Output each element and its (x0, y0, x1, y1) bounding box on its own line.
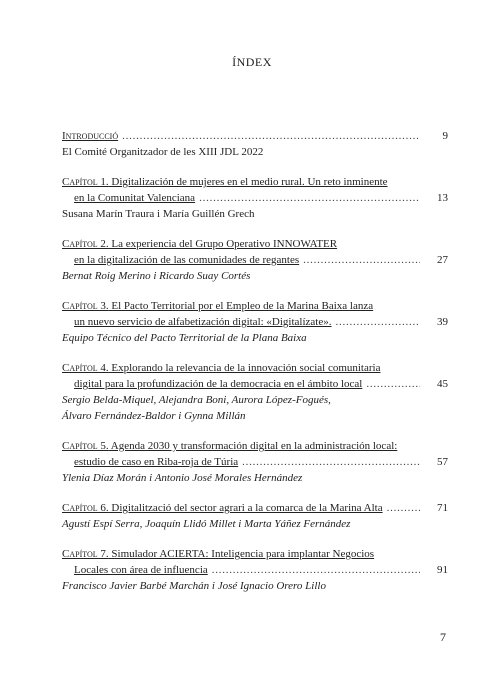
chapter-title-text: Explorando la relevancia de la innovación social comunitaria (108, 362, 381, 374)
toc-entry-title[interactable] (74, 376, 362, 392)
toc-entry[interactable] (62, 500, 448, 532)
chapter-title-text: estudio de caso en Riba-roja de Túria (74, 456, 239, 468)
toc-entry-title-line (62, 360, 448, 376)
dot-leader (366, 376, 420, 392)
toc-page-number: 39 (437, 316, 448, 328)
chapter-label: Capítol 2. (62, 238, 109, 250)
toc-entry-title[interactable] (62, 298, 373, 314)
chapter-label: Capítol 7. (62, 548, 109, 560)
chapter-title-text: digital para la profundización de la democracia en el ámbito local (74, 378, 363, 390)
toc-entry-title-line (62, 376, 448, 392)
toc-entry-title[interactable] (62, 128, 118, 144)
toc-entry-title[interactable] (74, 252, 299, 268)
toc-entry-title-line (62, 128, 448, 144)
toc-page-number: 13 (437, 192, 448, 204)
toc-entry-title-line (62, 454, 448, 470)
toc-entry-authors: Ylenia Díaz Morán i Antonio José Morales Hernández (62, 472, 303, 484)
chapter-title-text: Simulador ACIERTA: Inteligencia para implantar Negocios (108, 548, 375, 560)
toc-entry[interactable] (62, 236, 448, 284)
chapter-label: Capítol 6. (62, 502, 109, 514)
toc-entry-title-line (62, 190, 448, 206)
page-number: 7 (440, 630, 446, 644)
toc-page-number: 27 (437, 254, 448, 266)
toc-entry-authors: Susana Marín Traura i María Guillén Grech (62, 208, 255, 220)
toc-entry-title[interactable] (62, 500, 383, 516)
dot-leader (199, 190, 420, 206)
toc-entry-authors: Francisco Javier Barbé Marchán i José Ignacio Orero Lillo (62, 580, 326, 592)
toc-entry[interactable] (62, 174, 448, 222)
toc-page-number: 9 (442, 130, 448, 142)
chapter-label: Capítol 3. (62, 300, 109, 312)
chapter-title-text: un nuevo servicio de alfabetización digital: «Digitalízate». (74, 316, 332, 328)
page-heading: ÍNDEX (232, 55, 272, 69)
toc-entry-title[interactable] (62, 438, 397, 454)
toc-entry-title[interactable] (62, 360, 380, 376)
toc-entry[interactable] (62, 298, 448, 346)
dot-leader (242, 454, 420, 470)
toc-entry-title-line (62, 562, 448, 578)
chapter-label: Capítol 1. (62, 176, 109, 188)
toc-entry-title[interactable] (74, 190, 195, 206)
toc-page-number: 57 (437, 456, 448, 468)
table-of-contents (62, 128, 448, 608)
toc-entry-title[interactable] (62, 174, 388, 190)
toc-entry-title-line (62, 174, 448, 190)
toc-entry[interactable] (62, 546, 448, 594)
toc-entry-title-line (62, 236, 448, 252)
toc-page-number: 71 (437, 502, 448, 514)
dot-leader (336, 314, 421, 330)
toc-entry[interactable] (62, 360, 448, 424)
toc-page-number: 91 (437, 564, 448, 576)
dot-leader (212, 562, 420, 578)
chapter-title-text: La experiencia del Grupo Operativo INNOWATER (108, 238, 338, 250)
dot-leader (122, 128, 420, 144)
chapter-title-text: Digitalització del sector agrari a la comarca de la Marina Alta (108, 502, 383, 514)
dot-leader (387, 500, 420, 516)
toc-page-number: 45 (437, 378, 448, 390)
toc-entry-title-line (62, 252, 448, 268)
toc-entry-title-line (62, 438, 448, 454)
chapter-label: Introducció (62, 130, 119, 142)
dot-leader (303, 252, 420, 268)
toc-entry-title[interactable] (74, 454, 238, 470)
toc-entry-title[interactable] (62, 236, 337, 252)
chapter-title-text: Digitalización de mujeres en el medio rural. Un reto inminente (108, 176, 388, 188)
chapter-title-text: Locales con área de influencia (74, 564, 208, 576)
toc-entry-authors: Bernat Roig Merino i Ricardo Suay Cortés (62, 270, 251, 282)
chapter-title-text: Agenda 2030 y transformación digital en la administración local: (108, 440, 398, 452)
toc-entry-authors: Álvaro Fernández-Baldor i Gynna Millán (62, 410, 246, 422)
toc-entry-title[interactable] (62, 546, 374, 562)
toc-entry-title-line (62, 500, 448, 516)
chapter-title-text: El Pacto Territorial por el Empleo de la Marina Baixa lanza (108, 300, 374, 312)
toc-entry-authors: Equipo Técnico del Pacto Territorial de la Plana Baixa (62, 332, 307, 344)
chapter-label: Capítol 4. (62, 362, 109, 374)
toc-entry-title-line (62, 546, 448, 562)
toc-entry-authors: El Comité Organitzador de les XIII JDL 2022 (62, 146, 264, 158)
toc-entry-title-line (62, 298, 448, 314)
toc-entry-title[interactable] (74, 562, 208, 578)
chapter-label: Capítol 5. (62, 440, 109, 452)
toc-entry[interactable] (62, 128, 448, 160)
toc-entry-authors: Sergio Belda-Miquel, Alejandra Boni, Aurora López-Fogués, (62, 394, 331, 406)
toc-entry-title-line (62, 314, 448, 330)
toc-entry-authors: Agustí Espí Serra, Joaquín Llidó Millet i Marta Yáñez Fernández (62, 518, 351, 530)
toc-entry-title[interactable] (74, 314, 332, 330)
chapter-title-text: en la Comunitat Valenciana (74, 192, 196, 204)
chapter-title-text: en la digitalización de las comunidades de regantes (74, 254, 300, 266)
toc-entry[interactable] (62, 438, 448, 486)
